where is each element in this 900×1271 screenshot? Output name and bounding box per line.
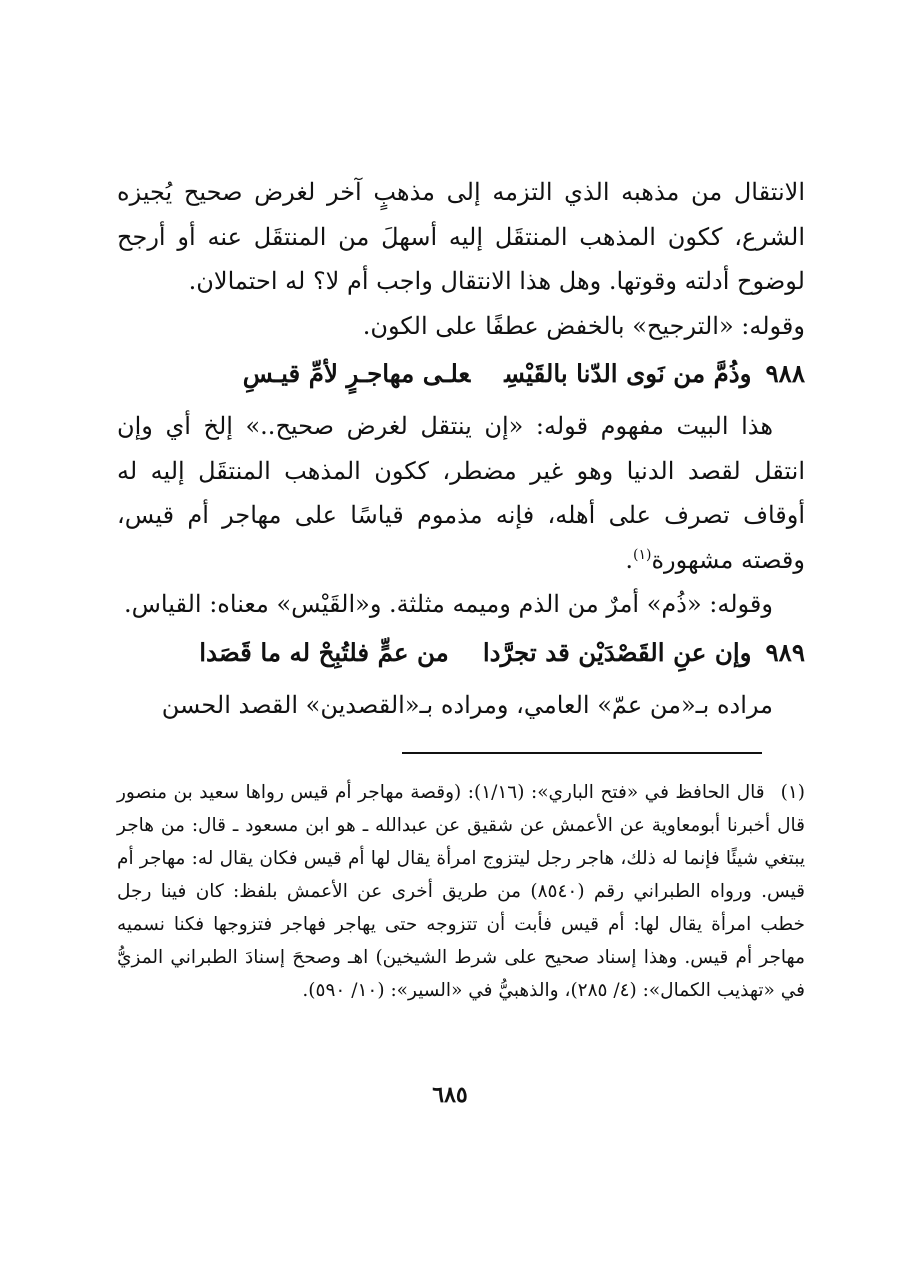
paragraph-text: هذا البيت مفهوم قوله: «إن ينتقل لغرض صحيح..» إلخ أي وإن انتقل لقصد الدنيا وهو غير مضطر، ككون المذهب المنتقَل إليه له أوقاف تصرف على أهله، فإنه مذموم قياسًا على مهاجر أم قيس، وقصته مشهورة [117, 412, 805, 574]
footnote-separator [402, 752, 762, 754]
verse-line [117, 352, 805, 396]
verse-number: ٩٨٨ [765, 359, 805, 388]
verse-hemistich-first: وذُمَّ من نَوى الدّنا بالقَيْسِ [504, 359, 752, 388]
page-number: ٦٨٥ [432, 1082, 468, 1108]
footnote-reference: (١) [633, 546, 652, 563]
paragraph: الانتقال من مذهبه الذي التزمه إلى مذهبٍ آخر لغرض صحيح يُجيزه الشرع، ككون المذهب المنتقَل إليه أسهلَ من المنتقَل عنه أو أرجح لوضوح أدلته وقوتها. وهل هذا الانتقال واجب أم لا؟ له احتمالان. [117, 178, 805, 295]
verse-hemistich-second: علـى مهاجـرٍ لأمِّ قيـسِ [242, 359, 471, 388]
paragraph-end: . [625, 545, 634, 574]
verse-line [117, 631, 805, 675]
footnote-mark: (١) [780, 782, 805, 803]
footnotes [117, 776, 805, 1007]
footnote-text: قال الحافظ في «فتح الباري»: (١/١٦): (وقصة مهاجر أم قيس رواها سعيد بن منصور قال أخبرنا أبومعاوية عن الأعمش عن شقيق عن عبدالله ـ هو ابن مسعود ـ قال: من هاجر يبتغي شيئًا فإنما له ذلك، هاجر رجل ليتزوج امرأة يقال لها أم قيس فكان يقال له: مهاجر أم قيس. ورواه الطبراني رقم (٨٥٤٠) من طريق أخرى عن الأعمش بلفظ: كان فينا رجل خطب امرأة يقال لها: أم قيس فأبت أن تتزوجه حتى يهاجر فهاجر فتزوجها فكنا نسميه مهاجر أم قيس. وهذا إسناد صحيح على شرط الشيخين) اهـ وصححَ إسنادَ الطبراني المزيُّ في «تهذيب الكمال»: (٤/ ٢٨٥)، والذهبيُّ في «السير»: (١٠/ ٥٩٠). [117, 782, 805, 1001]
paragraph: وقوله: «ذُم» أمرٌ من الذم وميمه مثلثة. و«القَيْس» معناه: القياس. [123, 590, 773, 618]
verse-number: ٩٨٩ [765, 637, 805, 667]
verse-hemistich-first: وإن عنِ القَصْدَيْن قد تجرَّدا [482, 637, 752, 667]
paragraph: مراده بـ«من عمّ» العامي، ومراده بـ«القصدين» القصد الحسن [161, 690, 773, 719]
footnote [117, 776, 805, 1007]
verse-hemistich-second: من عمٍّ فلتُبِحْ له ما قَصَدا [199, 637, 449, 667]
main-text [117, 170, 805, 727]
paragraph [117, 404, 805, 582]
paragraph: وقوله: «الترجيح» بالخفض عطفًا على الكون. [362, 311, 805, 340]
